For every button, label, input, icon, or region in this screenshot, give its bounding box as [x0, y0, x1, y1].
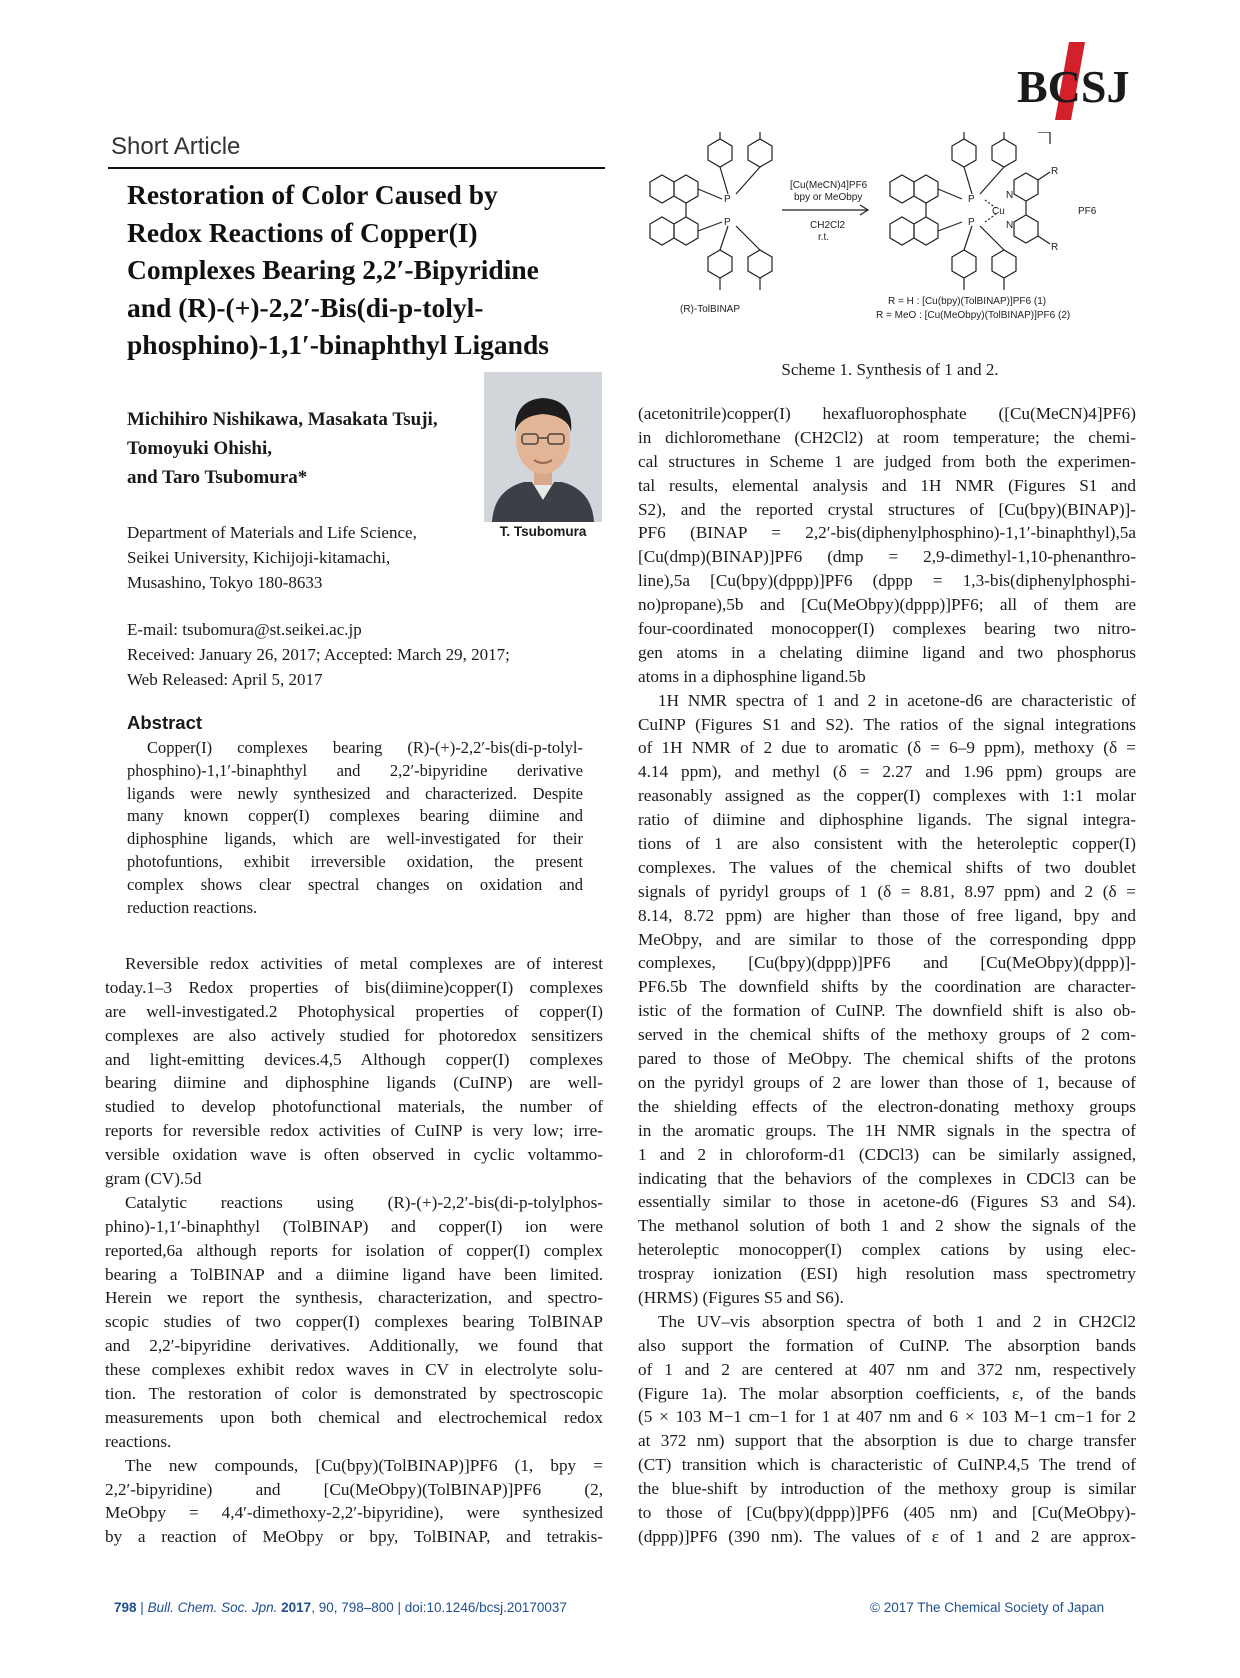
text-line: MeObpy, and are similar to those of the corresponding dppp [638, 929, 1136, 949]
text-line: 4.14 ppm), and methyl (δ = 2.27 and 1.96 ppm) groups are [638, 762, 1136, 782]
footer-separator: | [140, 1600, 148, 1615]
text-line: indicating that the behaviors of the complexes in CDCl3 can be [638, 1168, 1136, 1188]
reaction-scheme [640, 132, 1140, 342]
abstract-line: diphosphine ligands, which are well-investigated for their [127, 829, 583, 849]
abstract-line: photofuntions, exhibit irreversible oxidation, the present [127, 851, 583, 871]
atom-n: N [1006, 220, 1014, 231]
abstract-body [127, 737, 583, 919]
text-line: atoms in a diphosphine ligand.5b [638, 666, 866, 686]
affiliation-line: Department of Materials and Life Science, [127, 523, 417, 542]
text-line: Herein we report the synthesis, characterization, and spectro- [105, 1288, 603, 1308]
author-list [127, 405, 487, 492]
text-line: and 2,2′-bipyridine derivatives. Additionally, we found that [105, 1336, 603, 1356]
text-line: heteroleptic monocopper(I) complex cations by using elec- [638, 1240, 1136, 1260]
text-line: gram (CV).5d [105, 1169, 202, 1189]
title-line: phosphino)-1,1′-binaphthyl Ligands [127, 329, 549, 360]
text-line: bearing a TolBINAP and a diimine ligand have been limited. [105, 1264, 603, 1284]
abstract-line: ligands were newly synthesized and characterized. Despite [127, 783, 583, 803]
text-line: Reversible redox activities of metal complexes are of interest [125, 954, 603, 973]
text-line: 8.14, 8.72 ppm) are higher than those of free ligand, bpy and [638, 905, 1136, 925]
text-line: complexes, [Cu(bpy)(dppp)]PF6 and [Cu(MeObpy)(dppp)]- [638, 953, 1136, 973]
text-line: (Figure 1a). The molar absorption coefficients, ε, of the bands [638, 1383, 1136, 1403]
text-line: tion. The restoration of color is demonstrated by spectroscopic [105, 1384, 603, 1404]
paragraph [638, 689, 1136, 1310]
product-label-1: R = H : [Cu(bpy)(TolBINAP)]PF6 (1) [888, 296, 1047, 307]
abstract-line: many known copper(I) complexes bearing diimine and [127, 806, 583, 826]
logo-text: BCSJ [1017, 61, 1130, 112]
text-line: istic of the formation of CuINP. The downfield shift is also ob- [638, 1001, 1136, 1021]
text-line: essentially similar to those in acetone-d6 (Figures S3 and S4). [638, 1192, 1136, 1212]
naphthyl-ring [650, 217, 674, 245]
text-line: today.1–3 Redox properties of bis(diimine)copper(I) complexes [105, 977, 603, 997]
text-line: 1 and 2 in chloroform-d1 (CDCl3) can be similarly assigned, [638, 1144, 1136, 1164]
text-line: these complexes exhibit redox waves in CV in electrolyte solu- [105, 1360, 603, 1380]
abstract-heading: Abstract [127, 712, 203, 733]
text-line: Catalytic reactions using (R)-(+)-2,2′-bis(di-p-tolylphos- [125, 1192, 603, 1212]
header-rule [108, 167, 605, 169]
web-released: Web Released: April 5, 2017 [127, 670, 323, 689]
atom-p: P [968, 217, 975, 228]
author-photo [484, 372, 602, 522]
text-line: reported,6a although reports for isolation of copper(I) complex [105, 1240, 603, 1260]
text-line: cal structures in Scheme 1 are judged from both the experimen- [638, 451, 1136, 471]
contact-info [127, 617, 607, 692]
atom-p: P [724, 217, 731, 228]
atom-cu: Cu [992, 206, 1005, 217]
abstract-line: phosphino)-1,1′-binaphthyl and 2,2′-bipyridine derivative [127, 760, 583, 780]
affiliation-line: Musashino, Tokyo 180-8633 [127, 573, 323, 592]
text-line: (CT) transition which is characteristic of CuINP.4,5 The trend of [638, 1455, 1136, 1475]
paragraph [105, 952, 603, 1191]
page-number: 798 [114, 1600, 137, 1615]
text-line: served in the chemical shifts of the methoxy groups of 2 com- [638, 1025, 1136, 1045]
text-line: MeObpy = 4,4′-dimethoxy-2,2′-bipyridine), were synthesized [105, 1503, 603, 1523]
text-line: (5 × 103 M−1 cm−1 for 1 at 407 nm and 6 × 103 M−1 cm−1 for 2 [638, 1407, 1136, 1427]
title-line: Restoration of Color Caused by [127, 179, 498, 210]
text-line: to those of [Cu(bpy)(dppp)]PF6 (405 nm) and [Cu(MeObpy)- [638, 1502, 1136, 1522]
received-dates: Received: January 26, 2017; Accepted: March 29, 2017; [127, 645, 510, 664]
reagent-line-2: bpy or MeObpy [794, 192, 863, 203]
paragraph [105, 1454, 603, 1550]
tolyl-ring [708, 139, 732, 167]
text-line: [Cu(dmp)(BINAP)]PF6 (dmp = 2,9-dimethyl-1,10-phenanthro- [638, 547, 1136, 567]
reagent-line-1: [Cu(MeCN)4]PF6 [790, 180, 868, 191]
text-line: line),5a [Cu(bpy)(dppp)]PF6 (dppp = 1,3-bis(diphenylphosphi- [638, 571, 1136, 591]
tolyl-ring [708, 250, 732, 278]
text-line: measurements upon both chemical and electrochemical redox [105, 1407, 603, 1427]
text-line: phino)-1,1′-binaphthyl (TolBINAP) and copper(I) ion were [105, 1216, 603, 1236]
author-line: Michihiro Nishikawa, Masakata Tsuji, [127, 409, 438, 430]
atom-n: N [1006, 190, 1014, 201]
text-line: by a reaction of MeObpy or bpy, TolBINAP, and tetrakis- [105, 1527, 603, 1547]
body-left-column [105, 952, 603, 1549]
article-title [127, 176, 607, 364]
atom-p: P [968, 194, 975, 205]
text-line: The UV–vis absorption spectra of both 1 and 2 in CH2Cl2 [658, 1311, 1136, 1331]
title-line: Complexes Bearing 2,2′-Bipyridine [127, 254, 539, 285]
text-line: PF6.5b The downfield shifts by the coordination are character- [638, 977, 1136, 997]
text-line: PF6 (BINAP = 2,2′-bis(diphenylphosphino)-1,1′-binaphthyl),5a [638, 523, 1136, 543]
abstract-line: reduction reactions. [127, 897, 258, 917]
doi-citation[interactable]: , 90, 798–800 | doi:10.1246/bcsj.20170037 [311, 1600, 567, 1615]
text-line: trospray ionization (ESI) high resolution mass spectrometry [638, 1264, 1136, 1284]
author-line: Tomoyuki Ohishi, [127, 438, 273, 459]
text-line: 2,2′-bipyridine) and [Cu(MeObpy)(TolBINAP)]PF6 (2, [105, 1479, 603, 1499]
photo-caption: T. Tsubomura [499, 524, 587, 539]
text-line: reports for reversible redox activities of CuINP is very low; irre- [105, 1121, 603, 1141]
text-line: on the pyridyl groups of 2 are lower than those of 1, because of [638, 1072, 1136, 1092]
ligand-label: (R)-TolBINAP [680, 304, 741, 315]
atom-p: P [724, 194, 731, 205]
text-line: CuINP (Figures S1 and S2). The ratios of the signal integrations [638, 714, 1136, 734]
affiliation [127, 520, 487, 595]
paragraph [105, 1191, 603, 1454]
paragraph [638, 1310, 1136, 1549]
footer-citation [114, 1600, 567, 1615]
naphthyl-ring [650, 175, 674, 203]
text-line: at 372 nm) support that the absorption is due to charge transfer [638, 1431, 1136, 1451]
pyridine-ring [1014, 173, 1038, 201]
text-line: are well-investigated.2 Photophysical properties of copper(I) [105, 1001, 603, 1021]
pyridine-ring [1014, 215, 1038, 243]
text-line: (dppp)]PF6 (390 nm). The values of ε of 1 and 2 are approx- [638, 1526, 1136, 1546]
text-line: (HRMS) (Figures S5 and S6). [638, 1287, 844, 1307]
author-portrait-icon [484, 372, 602, 522]
journal-name: Bull. Chem. Soc. Jpn. [147, 1600, 278, 1615]
text-line: (acetonitrile)copper(I) hexafluorophosphate ([Cu(MeCN)4]PF6) [638, 404, 1136, 423]
text-line: and light-emitting devices.4,5 Although copper(I) complexes [105, 1049, 603, 1069]
journal-year: 2017 [281, 1600, 312, 1615]
email[interactable]: E-mail: tsubomura@st.seikei.ac.jp [127, 620, 362, 639]
tolyl-ring [748, 250, 772, 278]
text-line: reasonably assigned as the copper(I) complexes with 1:1 molar [638, 786, 1136, 806]
text-line: complexes are also actively studied for photoredox sensitizers [105, 1025, 603, 1045]
bcsj-logo-icon [1015, 42, 1150, 122]
tolyl-ring [748, 139, 772, 167]
substituent-r: R [1051, 166, 1059, 177]
text-line: bearing diimine and diphosphine ligands (CuINP) are well- [105, 1073, 603, 1093]
text-line: complexes. The values of the chemical shifts of two doublet [638, 857, 1136, 877]
text-line: in the aromatic groups. The 1H NMR signals in the spectra of [638, 1120, 1136, 1140]
scheme-figure [640, 132, 1140, 342]
title-line: Redox Reactions of Copper(I) [127, 216, 478, 248]
text-line: of 1 and 2 are centered at 407 nm and 372 nm, respectively [638, 1359, 1136, 1379]
journal-logo [1015, 42, 1150, 122]
affiliation-line: Seikei University, Kichijoji-kitamachi, [127, 548, 391, 567]
text-line: The new compounds, [Cu(bpy)(TolBINAP)]PF6 (1, bpy = [125, 1455, 603, 1475]
abstract-line: Copper(I) complexes bearing (R)-(+)-2,2′-bis(di-p-tolyl- [147, 738, 583, 757]
abstract-line: complex shows clear spectral changes on oxidation and [127, 874, 583, 894]
text-line: S2), and the reported crystal structures of [Cu(bpy)(BINAP)]- [638, 499, 1136, 519]
text-line: scopic studies of two copper(I) complexes bearing TolBINAP [105, 1312, 603, 1332]
text-line: pared to those of MeObpy. The chemical shifts of the protons [638, 1049, 1136, 1069]
text-line: reactions. [105, 1431, 172, 1451]
naphthyl-ring [674, 175, 698, 203]
text-line: of 1H NMR of 2 due to aromatic (δ = 6–9 ppm), methoxy (δ = [638, 738, 1136, 758]
text-line: four-coordinated monocopper(I) complexes bearing two nitro- [638, 619, 1136, 639]
text-line: also support the formation of CuINP. The absorption bands [638, 1335, 1136, 1355]
naphthyl-ring [674, 217, 698, 245]
text-line: studied to develop photofunctional materials, the number of [105, 1097, 603, 1117]
text-line: tions of 1 are also consistent with the heteroleptic copper(I) [638, 834, 1136, 854]
text-line: tal results, elemental analysis and 1H NMR (Figures S1 and [638, 475, 1136, 495]
product-label-2: R = MeO : [Cu(MeObpy)(TolBINAP)]PF6 (2) [876, 310, 1071, 321]
counterion: PF6 [1078, 206, 1097, 217]
text-line: gen atoms in a chelating diimine ligand and two phosphorus [638, 642, 1136, 662]
footer-copyright: © 2017 The Chemical Society of Japan [870, 1600, 1105, 1615]
temperature-label: r.t. [818, 232, 830, 243]
substituent-r: R [1051, 242, 1059, 253]
text-line: the blue-shift by introduction of the methoxy group is similar [638, 1479, 1136, 1499]
text-line: 1H NMR spectra of 1 and 2 in acetone-d6 are characteristic of [658, 690, 1136, 710]
text-line: versible oxidation wave is often observed in cyclic voltammo- [105, 1145, 603, 1165]
solvent-label: CH2Cl2 [810, 220, 846, 231]
text-line: in dichloromethane (CH2Cl2) at room temperature; the chemi- [638, 427, 1136, 447]
scheme-caption: Scheme 1. Synthesis of 1 and 2. [781, 360, 999, 379]
text-line: no)propane),5b and [Cu(MeObpy)(dppp)]PF6; all of them are [638, 595, 1136, 615]
author-line: and Taro Tsubomura* [127, 467, 308, 488]
text-line: ratio of diimine and diphosphine ligands. The signal integra- [638, 810, 1136, 830]
paragraph [638, 402, 1136, 689]
body-right-column [638, 402, 1136, 1549]
title-line: and (R)-(+)-2,2′-Bis(di-p-tolyl- [127, 291, 484, 323]
text-line: signals of pyridyl groups of 1 (δ = 8.81, 8.97 ppm) and 2 (δ = [638, 881, 1136, 901]
text-line: the shielding effects of the electron-donating methoxy groups [638, 1096, 1136, 1116]
article-type: Short Article [111, 133, 241, 160]
text-line: The methanol solution of both 1 and 2 show the signals of the [638, 1216, 1136, 1236]
